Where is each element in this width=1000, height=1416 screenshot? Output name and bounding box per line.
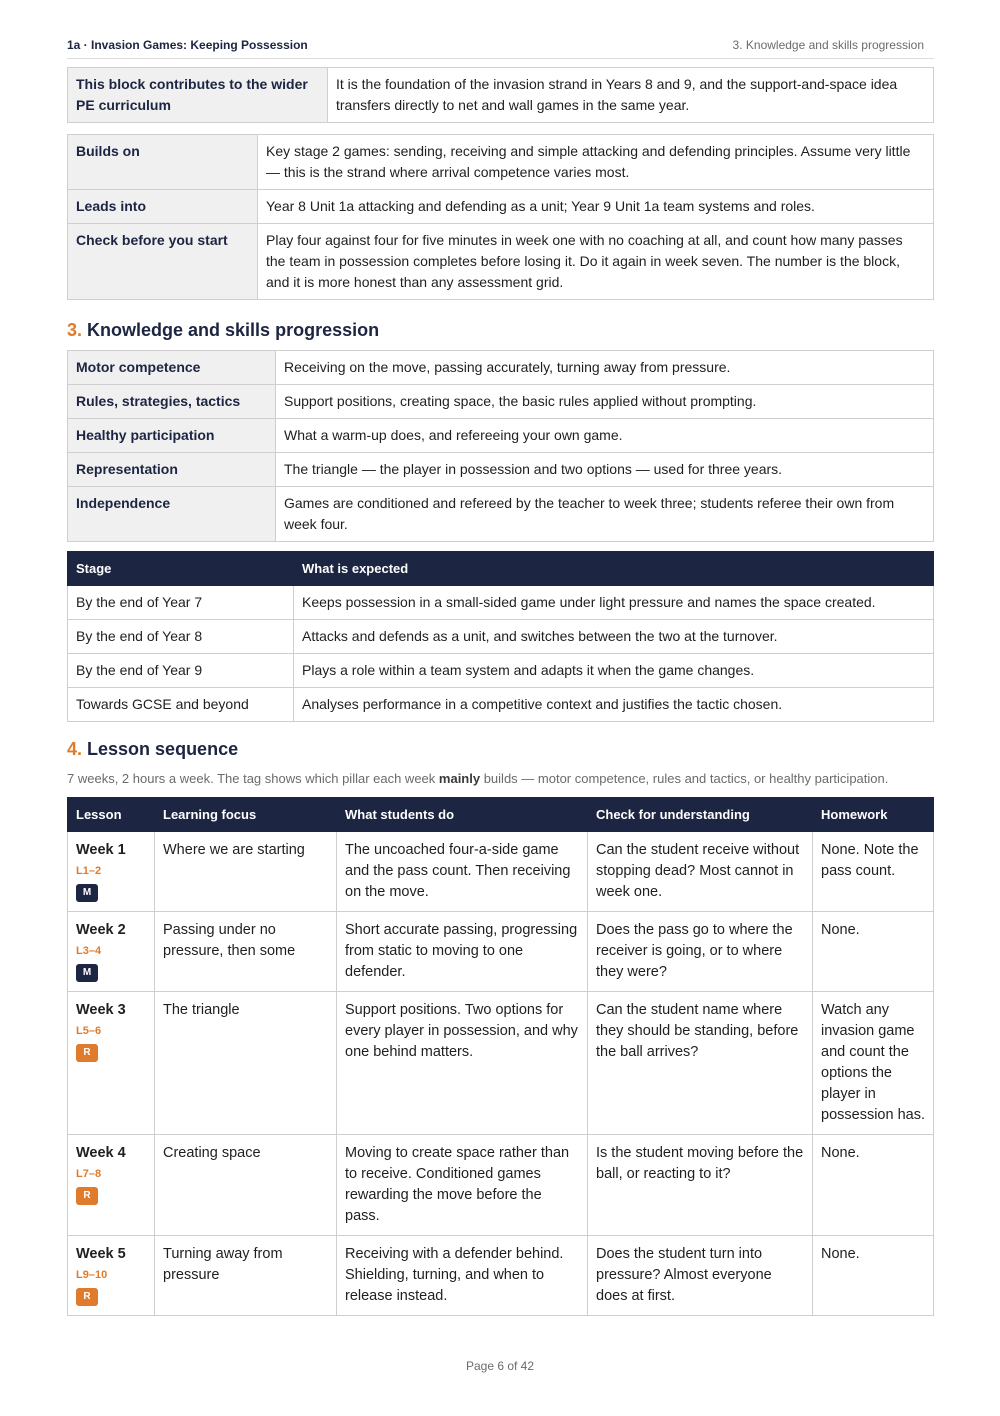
wider-curriculum-table [67, 67, 934, 123]
stage-cell: Towards GCSE and beyond [68, 688, 294, 722]
table-row [68, 586, 934, 620]
context-table [67, 134, 934, 300]
focus-cell: The triangle [155, 992, 337, 1135]
table-row [68, 620, 934, 654]
table-row [68, 190, 934, 224]
column-header: Learning focus [155, 798, 337, 832]
week-label: Week 4 [76, 1145, 126, 1161]
row-key: Builds on [68, 135, 258, 190]
column-header: Lesson [68, 798, 155, 832]
lesson-cell [68, 832, 155, 912]
lesson-sequence-table [67, 797, 934, 1316]
table-header-row [68, 798, 934, 832]
row-value: Games are conditioned and refereed by the teacher to week three; students referee their own from week four. [276, 487, 934, 542]
lesson-sequence-intro [67, 771, 934, 786]
lesson-range: L3–4 [76, 945, 102, 957]
column-header: What students do [337, 798, 588, 832]
expected-cell: Keeps possession in a small-sided game under light pressure and names the space created. [294, 586, 934, 620]
focus-cell: Creating space [155, 1135, 337, 1236]
intro-text: builds — motor competence, rules and tactics, or healthy participation. [480, 771, 889, 786]
expected-cell: Plays a role within a team system and adapts it when the game changes. [294, 654, 934, 688]
week-label: Week 2 [76, 922, 126, 938]
row-key: Leads into [68, 190, 258, 224]
check-cell: Does the student turn into pressure? Almost everyone does at first. [588, 1236, 813, 1316]
table-row [68, 224, 934, 300]
table-row [68, 487, 934, 542]
unit-title: 1a · Invasion Games: Keeping Possession [67, 38, 308, 52]
activity-cell: Support positions. Two options for every player in possession, and why one behind matters. [337, 992, 588, 1135]
focus-cell: Passing under no pressure, then some [155, 912, 337, 992]
intro-emphasis: mainly [438, 771, 481, 786]
table-row [68, 992, 934, 1135]
row-value: Year 8 Unit 1a attacking and defending as a unit; Year 9 Unit 1a team systems and roles. [258, 190, 934, 224]
lesson-range: L7–8 [76, 1168, 102, 1180]
lesson-cell [68, 912, 155, 992]
pillar-tag: R [76, 1187, 98, 1205]
row-key: This block contributes to the wider PE curriculum [68, 68, 328, 123]
table-row [68, 1135, 934, 1236]
section-heading [67, 320, 379, 341]
row-key: Rules, strategies, tactics [68, 385, 276, 419]
pillar-tag: M [76, 964, 98, 982]
homework-cell: None. [813, 1236, 934, 1316]
week-label: Week 3 [76, 1002, 126, 1018]
intro-text: 7 weeks, 2 hours a week. The tag shows which pillar each week [67, 771, 439, 786]
table-row [68, 385, 934, 419]
expected-cell: Attacks and defends as a unit, and switches between the two at the turnover. [294, 620, 934, 654]
pillar-tag: R [76, 1288, 98, 1306]
section-title: 3. Knowledge and skills progression [732, 38, 924, 52]
lesson-cell [68, 1236, 155, 1316]
table-row [68, 453, 934, 487]
week-label: Week 5 [76, 1246, 126, 1262]
column-header: What is expected [294, 552, 934, 586]
pillar-tag: M [76, 884, 98, 902]
stage-cell: By the end of Year 8 [68, 620, 294, 654]
row-value: Support positions, creating space, the basic rules applied without prompting. [276, 385, 934, 419]
section-number: 3. [67, 320, 83, 340]
column-header: Stage [68, 552, 294, 586]
header-divider [67, 58, 934, 59]
column-header: Check for understanding [588, 798, 813, 832]
expectations-table [67, 551, 934, 722]
column-header: Homework [813, 798, 934, 832]
table-row [68, 654, 934, 688]
table-row [68, 68, 934, 123]
row-key: Motor competence [68, 351, 276, 385]
row-key: Independence [68, 487, 276, 542]
expected-cell: Analyses performance in a competitive context and justifies the tactic chosen. [294, 688, 934, 722]
section-number: 4. [67, 739, 83, 759]
row-value: Key stage 2 games: sending, receiving and simple attacking and defending principles. Assume very little — this is the strand where arrival competence varies most. [258, 135, 934, 190]
lesson-range: L1–2 [76, 865, 102, 877]
row-key: Healthy participation [68, 419, 276, 453]
row-value: What a warm-up does, and refereeing your own game. [276, 419, 934, 453]
row-key: Representation [68, 453, 276, 487]
row-key: Check before you start [68, 224, 258, 300]
section-title: Lesson sequence [87, 739, 239, 759]
row-value: Receiving on the move, passing accurately, turning away from pressure. [276, 351, 934, 385]
homework-cell: None. Note the pass count. [813, 832, 934, 912]
stage-cell: By the end of Year 9 [68, 654, 294, 688]
table-header-row [68, 552, 934, 586]
activity-cell: Receiving with a defender behind. Shielding, turning, and when to release instead. [337, 1236, 588, 1316]
check-cell: Can the student name where they should be standing, before the ball arrives? [588, 992, 813, 1135]
focus-cell: Turning away from pressure [155, 1236, 337, 1316]
pillars-table [67, 350, 934, 542]
stage-cell: By the end of Year 7 [68, 586, 294, 620]
table-row [68, 419, 934, 453]
check-cell: Can the student receive without stopping dead? Most cannot in week one. [588, 832, 813, 912]
pillar-tag: R [76, 1044, 98, 1062]
lesson-range: L9–10 [76, 1269, 108, 1281]
homework-cell: None. [813, 912, 934, 992]
row-value: Play four against four for five minutes in week one with no coaching at all, and count how many passes the team in possession completes before losing it. Do it again in week seven. The number is the block, and it is more honest than any assessment grid. [258, 224, 934, 300]
lesson-range: L5–6 [76, 1025, 102, 1037]
page-number: Page 6 of 42 [465, 1359, 535, 1373]
homework-cell: Watch any invasion game and count the options the player in possession has. [813, 992, 934, 1135]
check-cell: Does the pass go to where the receiver is going, or to where they were? [588, 912, 813, 992]
table-row [68, 135, 934, 190]
week-label: Week 1 [76, 842, 126, 858]
activity-cell: Moving to create space rather than to receive. Conditioned games rewarding the move before the pass. [337, 1135, 588, 1236]
section-heading [67, 739, 238, 760]
lesson-cell [68, 1135, 155, 1236]
section-title: Knowledge and skills progression [87, 320, 380, 340]
focus-cell: Where we are starting [155, 832, 337, 912]
row-value: It is the foundation of the invasion strand in Years 8 and 9, and the support-and-space idea transfers directly to net and wall games in the same year. [328, 68, 934, 123]
table-row [68, 912, 934, 992]
activity-cell: Short accurate passing, progressing from static to moving to one defender. [337, 912, 588, 992]
lesson-cell [68, 992, 155, 1135]
running-header [67, 38, 924, 52]
table-row [68, 351, 934, 385]
table-row [68, 832, 934, 912]
check-cell: Is the student moving before the ball, or reacting to it? [588, 1135, 813, 1236]
table-row [68, 688, 934, 722]
row-value: The triangle — the player in possession and two options — used for three years. [276, 453, 934, 487]
activity-cell: The uncoached four-a-side game and the pass count. Then receiving on the move. [337, 832, 588, 912]
table-row [68, 1236, 934, 1316]
homework-cell: None. [813, 1135, 934, 1236]
